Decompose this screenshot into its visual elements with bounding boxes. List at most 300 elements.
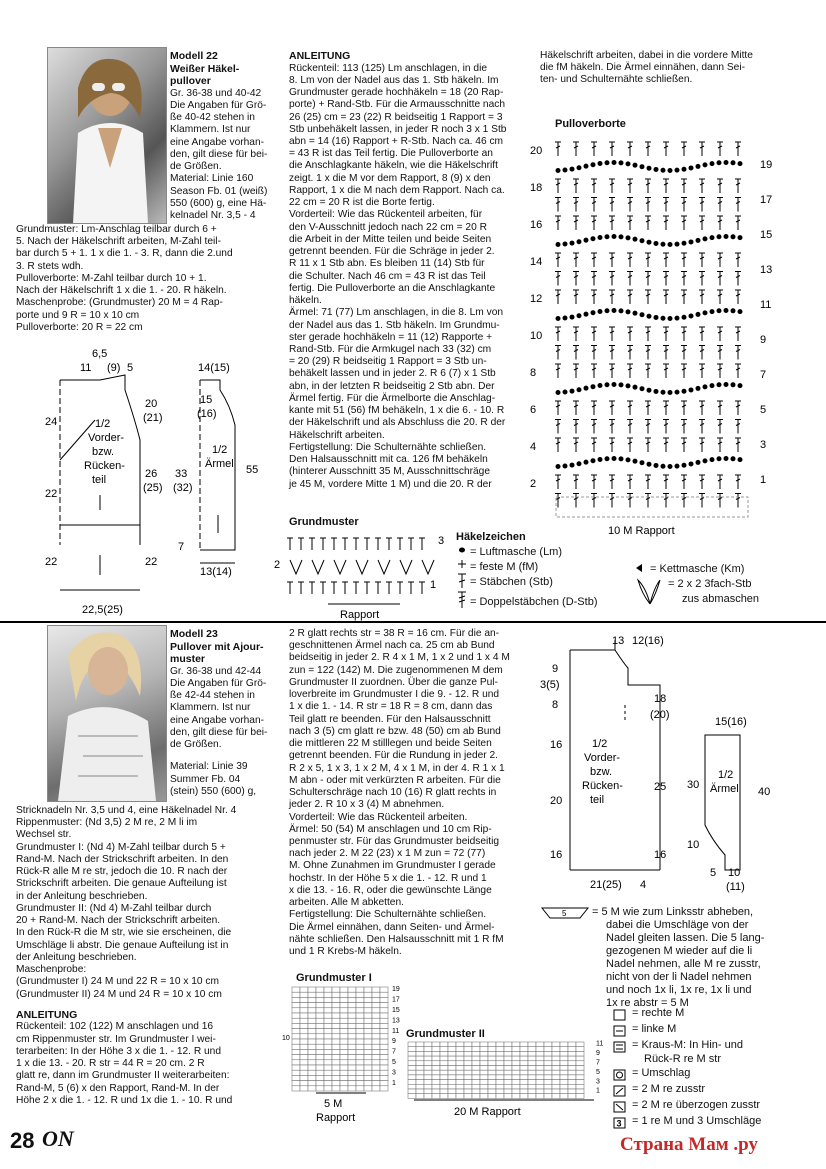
grid-cell [324, 1055, 332, 1060]
grid-cell [448, 1084, 456, 1089]
grid-row-label: 5 [596, 1068, 600, 1076]
grid-cell [496, 1051, 504, 1056]
model23-size: ße 42-44 stehen in [170, 690, 255, 702]
grid-cell [552, 1066, 560, 1071]
crochet-symbol-icon [375, 538, 381, 550]
model23-anleitung-line: terarbeiten: In der Höhe 3 x die 1. - 12. R und [16, 1045, 222, 1057]
anleitung-line: ster gerade hochhäkeln = 11 (12) Rapporte + [289, 331, 493, 343]
grid-cell [544, 1051, 552, 1056]
grid-cell [536, 1042, 544, 1047]
model23-body-line: 20 + Rand-M. Nach der Strickschrift arbeiten. [16, 915, 221, 927]
dim-7: 7 [178, 541, 185, 553]
double-crochet-icon [717, 290, 723, 304]
grid-cell [504, 1066, 512, 1071]
chain-stitch-icon [689, 240, 693, 244]
double-crochet-icon [591, 364, 597, 378]
grundmuster-line: bar durch 5 + 1. 1 x die 1. - 3. R, dann die 2.und [16, 248, 233, 260]
grid-cell [380, 1049, 388, 1054]
grid-cell [356, 1055, 364, 1060]
grid-row-label: 9 [392, 1038, 396, 1046]
crochet-symbol-icon [298, 582, 304, 594]
chain-stitch-icon [598, 457, 602, 461]
grid-cell [528, 1066, 536, 1071]
grid-cell [432, 1070, 440, 1075]
model23-body-line: In den Rück-R die M str, wie sie erscheinen, die [16, 927, 232, 939]
chain-stitch-icon [647, 166, 651, 170]
double-crochet-icon [699, 494, 705, 508]
grid-cell [380, 1044, 388, 1049]
grid-cell [332, 1039, 340, 1044]
grid-cell [472, 1094, 480, 1099]
dim-40: 40 [758, 786, 771, 798]
chain-stitch-icon [654, 241, 658, 245]
grid-cell [340, 1049, 348, 1054]
anleitung-line: porte) + Rand-Stb. Für die Armausschnitte nach [289, 99, 506, 111]
grid-cell [560, 1047, 568, 1052]
crochet-symbol-icon [331, 582, 337, 594]
grid-cell [424, 1061, 432, 1066]
borte-row-label: 3 [760, 439, 767, 451]
chain-stitch-icon [626, 310, 630, 314]
grid-cell [480, 1089, 488, 1094]
gm1-row-10: 10 [282, 1035, 290, 1042]
grid-cell [316, 997, 324, 1002]
model23-material: Summer Fb. 04 [170, 773, 241, 785]
chain-stitch-icon [654, 389, 658, 393]
chain-stitch-icon [570, 241, 574, 245]
grid-cell [536, 1061, 544, 1066]
grid-cell [292, 1034, 300, 1039]
chain-stitch-icon [710, 162, 714, 166]
legend-line: 1x re abstr = 5 M [606, 997, 689, 1009]
grid-cell [300, 1013, 308, 1018]
gm-row-1: 1 [430, 579, 437, 591]
double-crochet-icon [645, 216, 651, 230]
chain-stitch-icon [563, 316, 567, 320]
model23-col2-line: Die Ärmel einnähen, dann Seiten- und Ärmel- [289, 921, 495, 933]
double-crochet-icon [699, 290, 705, 304]
grid-row-label: 7 [596, 1059, 600, 1067]
grid-cell [300, 997, 308, 1002]
double-crochet-icon [609, 438, 615, 452]
chain-stitch-icon [570, 315, 574, 319]
grid-cell [332, 1034, 340, 1039]
dim-sleeve-bottom: 13(14) [200, 566, 232, 578]
gm1-rapport-1: 5 M [324, 1098, 343, 1110]
dim-33: 33 [175, 468, 188, 480]
grid-cell [416, 1070, 424, 1075]
double-crochet-icon [717, 475, 723, 489]
chain-stitch-icon [598, 309, 602, 313]
grid-cell [504, 1051, 512, 1056]
grid-cell [504, 1056, 512, 1061]
grid-cell [316, 1023, 324, 1028]
crochet-symbol-icon [422, 560, 434, 574]
grid-cell [324, 1081, 332, 1086]
grid-cell [456, 1070, 464, 1075]
sleeve-label: 1/2 [718, 769, 734, 781]
chain-stitch-icon [570, 389, 574, 393]
grid-cell [364, 1065, 372, 1070]
double-crochet-icon [555, 216, 561, 230]
grid-cell [416, 1061, 424, 1066]
grid-cell [332, 1070, 340, 1075]
grid-cell [316, 1034, 324, 1039]
grundmuster-title: Grundmuster [289, 516, 359, 528]
grid-cell [348, 1060, 356, 1065]
crochet-symbol-icon [290, 560, 302, 574]
magazine-logo: ON [42, 1126, 74, 1151]
model23-material: (stein) 550 (600) g, [170, 785, 257, 797]
grid-cell [456, 1061, 464, 1066]
model22-col3-top [540, 50, 790, 87]
grid-cell [496, 1070, 504, 1075]
chain-stitch-icon [724, 235, 728, 239]
grid-cell [324, 1070, 332, 1075]
model22-anleitung [289, 50, 529, 491]
grid-cell [536, 1056, 544, 1061]
grid-cell [356, 1075, 364, 1080]
double-crochet-icon [735, 198, 741, 212]
model23-col2-line: beidseitig in jeder 2. R 4 x 1 M, 1 x 2 und 1 x 4 M [289, 652, 510, 664]
grid-cell [340, 1070, 348, 1075]
model23-col2-line: Fertigstellung: Die Schulternähte schließen. [289, 909, 487, 921]
grid-cell [292, 1003, 300, 1008]
double-crochet-icon [573, 438, 579, 452]
chain-stitch-icon [689, 462, 693, 466]
grid-cell [300, 1034, 308, 1039]
chain-stitch-icon [619, 383, 623, 387]
anleitung-line: Rapport, 1 x die M nach dem Rapport. Nach ca. [289, 184, 505, 196]
grid-cell [544, 1080, 552, 1085]
garter-stitch-icon [614, 1042, 625, 1052]
double-crochet-icon [681, 401, 687, 415]
grid-cell [340, 1039, 348, 1044]
chain-stitch-icon [633, 311, 637, 315]
chain-stitch-icon [619, 161, 623, 165]
dim-25: 25 [654, 781, 667, 793]
model23-photo [47, 625, 167, 802]
double-crochet-icon [555, 198, 561, 212]
model23-col2-line: nach 3 (5) cm glatt re bzw. 48 (50) cm ab Bund [289, 725, 501, 737]
grid-cell [300, 1003, 308, 1008]
grid-cell [324, 1023, 332, 1028]
model23-col2-line: R 2 x 5, 1 x 3, 1 x 2 M, 4 x 1 M, in der 4. R 1 x 1 [289, 762, 505, 774]
grid-cell [332, 992, 340, 997]
chain-stitch-icon [661, 390, 665, 394]
chain-stitch-icon [556, 464, 560, 468]
grid-cell [440, 1075, 448, 1080]
grid-cell [380, 1023, 388, 1028]
model23-schematic [540, 630, 790, 900]
double-crochet-icon [681, 290, 687, 304]
legend-line: gezogenen M wieder auf die li [606, 945, 753, 957]
grid-cell [380, 1086, 388, 1091]
body-label: 1/2 [95, 418, 111, 430]
grid-cell [424, 1089, 432, 1094]
double-crochet-icon [663, 253, 669, 267]
chain-stitch-icon [584, 460, 588, 464]
grid-cell [480, 1080, 488, 1085]
double-crochet-icon [699, 253, 705, 267]
grid-cell [544, 1075, 552, 1080]
grid-cell [332, 1086, 340, 1091]
knit-3yo-icon [614, 1118, 625, 1129]
model23-anleitung-line: Rückenteil: 102 (122) M anschlagen und 16 [16, 1021, 214, 1033]
grid-cell [324, 1065, 332, 1070]
dim-32: (32) [173, 482, 193, 494]
grid-cell [576, 1075, 584, 1080]
grid-cell [472, 1084, 480, 1089]
anleitung-line: zeigt. 1 x die M vor dem Rapport, 8 (9) x den [289, 172, 491, 184]
double-crochet-icon [591, 253, 597, 267]
grid-cell [512, 1051, 520, 1056]
grid-cell [340, 1081, 348, 1086]
anleitung-line: Ärmel: 71 (77) Lm anschlagen, in die 8. Lm von [289, 307, 504, 319]
chain-stitch-icon [640, 461, 644, 465]
legend-km: = Kettmasche (Km) [650, 563, 745, 575]
grid-cell [372, 1044, 380, 1049]
double-crochet-icon [663, 420, 669, 434]
grid-cell [520, 1089, 528, 1094]
anleitung-line: Fertigstellung: Die Schulternähte schließen. [289, 441, 487, 453]
double-crochet-icon [591, 438, 597, 452]
grid-cell [536, 1084, 544, 1089]
decrease-5-symbol [540, 906, 590, 920]
grid-cell [292, 1008, 300, 1013]
double-crochet-icon [735, 475, 741, 489]
model22-material-0: Material: Linie 160 [170, 173, 254, 185]
double-crochet-icon [717, 438, 723, 452]
borte-row-label: 12 [530, 293, 543, 305]
grid-cell [340, 1055, 348, 1060]
grid-cell [440, 1047, 448, 1052]
grid-cell [324, 1018, 332, 1023]
double-crochet-icon [717, 142, 723, 156]
double-crochet-icon [609, 272, 615, 286]
anleitung-title: ANLEITUNG [289, 50, 351, 62]
double-crochet-icon [663, 475, 669, 489]
double-crochet-icon [735, 401, 741, 415]
chain-stitch-icon [563, 464, 567, 468]
grid-cell [340, 1075, 348, 1080]
double-crochet-icon [699, 364, 705, 378]
model23-col2-line: x die 13. - 16. R, oder die gewünschte Länge [289, 884, 492, 896]
dim-9: (9) [107, 362, 121, 374]
k2tog-icon [614, 1086, 625, 1096]
grid-cell [560, 1070, 568, 1075]
grid-cell [340, 1065, 348, 1070]
double-crochet-icon [627, 253, 633, 267]
double-crochet-icon [555, 142, 561, 156]
double-crochet-icon [645, 364, 651, 378]
grid-cell [380, 992, 388, 997]
grid-cell [332, 1049, 340, 1054]
grid-cell [424, 1080, 432, 1085]
model22-title: Modell 22 [170, 50, 218, 62]
model23-col2-line: nach jeder 2. M 22 (23) x 1 M zun = 72 (77) [289, 848, 486, 860]
chain-stitch-icon [724, 161, 728, 165]
grid-cell [504, 1042, 512, 1047]
grid-cell [316, 1008, 324, 1013]
grid-cell [464, 1094, 472, 1099]
grid-cell [292, 997, 300, 1002]
grid-row-label: 9 [596, 1050, 600, 1058]
grid-cell [356, 1081, 364, 1086]
anleitung-line: 22 cm = 20 R ist die Borte fertig. [289, 197, 435, 209]
double-crochet-icon [645, 438, 651, 452]
grid-cell [364, 1075, 372, 1080]
grid-cell [480, 1042, 488, 1047]
crochet-symbol-icon [364, 538, 370, 550]
chain-stitch-icon [668, 316, 672, 320]
grid-cell [316, 1044, 324, 1049]
grid-cell [300, 1049, 308, 1054]
grid-cell [364, 1003, 372, 1008]
model23-col2-line: Grundmuster II zuordnen. Über die ganze Pul- [289, 676, 498, 688]
grid-cell [432, 1061, 440, 1066]
grid-cell [472, 1089, 480, 1094]
grid-cell [528, 1061, 536, 1066]
grid-cell [424, 1042, 432, 1047]
anleitung-line: je 45 M, vordere Mitte 1 M) und die 20. R der [289, 478, 492, 490]
grid-cell [552, 1094, 560, 1099]
crochet-symbol-icon [419, 538, 425, 550]
chain-stitch-icon [605, 309, 609, 313]
grid-cell [408, 1089, 416, 1094]
grid-cell [340, 992, 348, 997]
chain-stitch-icon [731, 161, 735, 165]
grid-cell [416, 1075, 424, 1080]
double-crochet-icon [663, 142, 669, 156]
grid-cell [324, 987, 332, 992]
double-crochet-icon [645, 179, 651, 193]
chain-stitch-icon [598, 383, 602, 387]
grid-cell [340, 1029, 348, 1034]
grid-cell [552, 1051, 560, 1056]
grid-cell [324, 1039, 332, 1044]
model23-body-line: Rück-R alle M re str, jedoch die 10. R nach der [16, 866, 228, 878]
legend-stb: = Stäbchen (Stb) [470, 576, 553, 588]
grid-cell [324, 1003, 332, 1008]
legend-ssk: = 2 M re überzogen zusstr [632, 1099, 761, 1111]
crochet-symbol-icon [312, 560, 324, 574]
grid-cell [372, 1055, 380, 1060]
chain-stitch-icon [738, 162, 742, 166]
legend-purl: = linke M [632, 1023, 677, 1035]
grid-cell [380, 1013, 388, 1018]
model23-col2-line: hochstr. In der Höhe 5 x die 1. - 12. R und 1 [289, 872, 487, 884]
model23-anleitung-title: ANLEITUNG [16, 1008, 78, 1021]
grid-cell [560, 1042, 568, 1047]
grid-cell [300, 1086, 308, 1091]
chain-stitch-icon [675, 168, 679, 172]
legend-cluster-2: zus abmaschen [682, 593, 760, 605]
dim-5: 5 [710, 867, 717, 879]
double-crochet-icon [663, 179, 669, 193]
double-crochet-icon [555, 364, 561, 378]
grid-cell [512, 1089, 520, 1094]
legend-line: dabei die Umschläge von der [606, 919, 749, 931]
chain-stitch-icon [556, 390, 560, 394]
chain-stitch-icon [675, 390, 679, 394]
body-label: Vorder- [584, 752, 621, 764]
double-crochet-icon [681, 198, 687, 212]
chain-stitch-icon [703, 385, 707, 389]
model23-size: de Größen. [170, 739, 222, 751]
grid-cell [456, 1056, 464, 1061]
double-crochet-icon [699, 475, 705, 489]
chain-stitch-icon [661, 464, 665, 468]
double-crochet-icon [573, 179, 579, 193]
anleitung-line: die Anschlagkante häkeln, wie die Häkelschrift [289, 160, 498, 172]
chain-stitch-icon [563, 390, 567, 394]
model23-name-1: Pullover mit Ajour- [170, 640, 264, 653]
grid-cell [560, 1061, 568, 1066]
double-crochet-icon [609, 253, 615, 267]
double-crochet-icon [717, 327, 723, 341]
grid-cell [464, 1051, 472, 1056]
anleitung-line: Häkelschrift arbeiten. [289, 429, 385, 441]
grid-cell [340, 1086, 348, 1091]
double-crochet-icon [645, 346, 651, 360]
grid-cell [316, 1065, 324, 1070]
double-crochet-icon [627, 364, 633, 378]
grid-cell [424, 1075, 432, 1080]
grid-cell [488, 1066, 496, 1071]
grid-cell [440, 1094, 448, 1099]
grid-cell [512, 1094, 520, 1099]
double-crochet-icon [735, 327, 741, 341]
grid-cell [364, 1049, 372, 1054]
grid-cell [416, 1051, 424, 1056]
grid-cell [408, 1075, 416, 1080]
model23-body-line: (Grundmuster II) 24 M und 24 R = 10 x 10 cm [16, 988, 222, 1000]
grid-cell [416, 1042, 424, 1047]
model23-col2-line: penmuster str. Für das Grundmuster beidseitig [289, 835, 500, 847]
haekelzeichen-title: Häkelzeichen [456, 531, 526, 543]
double-crochet-icon [609, 198, 615, 212]
body-label: Rücken- [84, 460, 125, 472]
woman-photo-icon [48, 626, 166, 801]
grid-cell [292, 1039, 300, 1044]
chain-stitch-icon [682, 463, 686, 467]
double-crochet-icon [555, 290, 561, 304]
grid-cell [372, 1039, 380, 1044]
grid-cell [496, 1056, 504, 1061]
grid-cell [544, 1066, 552, 1071]
grid-cell [348, 1055, 356, 1060]
grid-cell [372, 1013, 380, 1018]
model23-body-line: Umschläge li abstr. Die genaue Aufteilung ist in [16, 939, 229, 951]
double-crochet-icon [735, 179, 741, 193]
double-crochet-icon [645, 142, 651, 156]
double-crochet-icon [609, 364, 615, 378]
grid-cell [300, 1029, 308, 1034]
grid-cell [536, 1075, 544, 1080]
grid-cell [520, 1061, 528, 1066]
dim-30: 30 [687, 779, 700, 791]
model23-material: Stricknadeln Nr. 3,5 und 4, eine Häkelnadel Nr. 4 [16, 805, 237, 816]
chain-stitch-icon [591, 385, 595, 389]
dim-26: 26 [145, 468, 158, 480]
double-crochet-icon [573, 253, 579, 267]
model23-anleitung-line: Rand-M, 5 (6) x den Rapport, Rand-M. In der [16, 1082, 220, 1094]
model23-col2-line: 1 x die 1. - 14. R str = 18 R = 8 cm, dann das [289, 701, 493, 713]
double-crochet-icon [663, 327, 669, 341]
grid-cell [464, 1047, 472, 1052]
chain-stitch-icon [556, 316, 560, 320]
